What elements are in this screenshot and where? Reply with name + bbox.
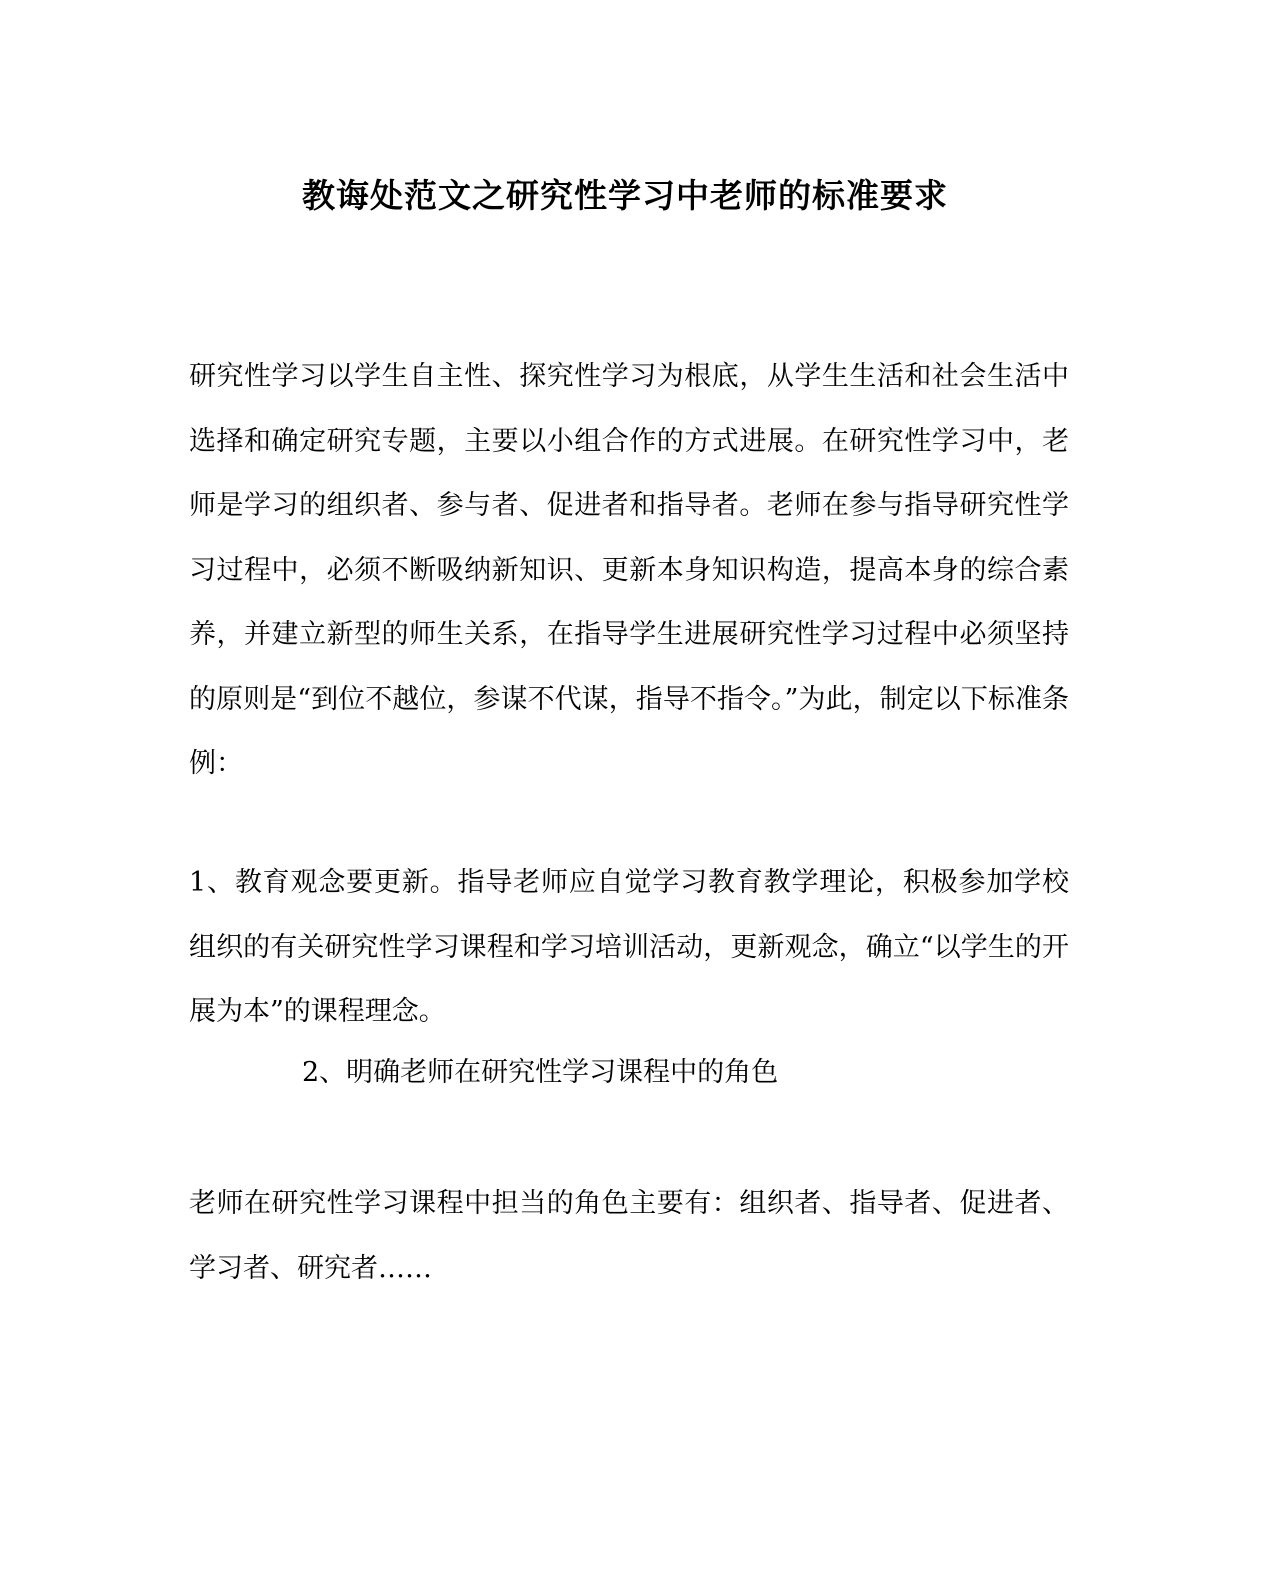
roles-paragraph: 老师在研究性学习课程中担当的角色主要有：组织者、指导者、促进者、学习者、研究者…… [189, 1188, 1069, 1284]
item-2-heading: 2、明确老师在研究性学习课程中的角色 [302, 1057, 779, 1088]
intro-paragraph: 研究性学习以学生自主性、探究性学习为根底，从学生生活和社会生活中选择和确定研究专题，主要以小组合作的方式进展。在研究性学习中，老师是学习的组织者、参与者、促进者和指导者。老师在参与指导研究性学习过程中，必须不断吸纳新知识、更新本身知识构造，提高本身的综合素养，并建立新型的师生关系，在指导学生进展研究性学习过程中必须坚持的原则是“到位不越位，参谋不代谋，指导不指令。”为此，制定以下标准条例： [189, 361, 1069, 779]
item-1-paragraph: 1、教育观念要更新。指导老师应自觉学习教育教学理论，积极参加学校组织的有关研究性学习课程和学习培训活动，更新观念，确立“以学生的开展为本”的课程理念。 [189, 867, 1069, 1027]
document-title: 教诲处范文之研究性学习中老师的标准要求 [302, 176, 948, 215]
